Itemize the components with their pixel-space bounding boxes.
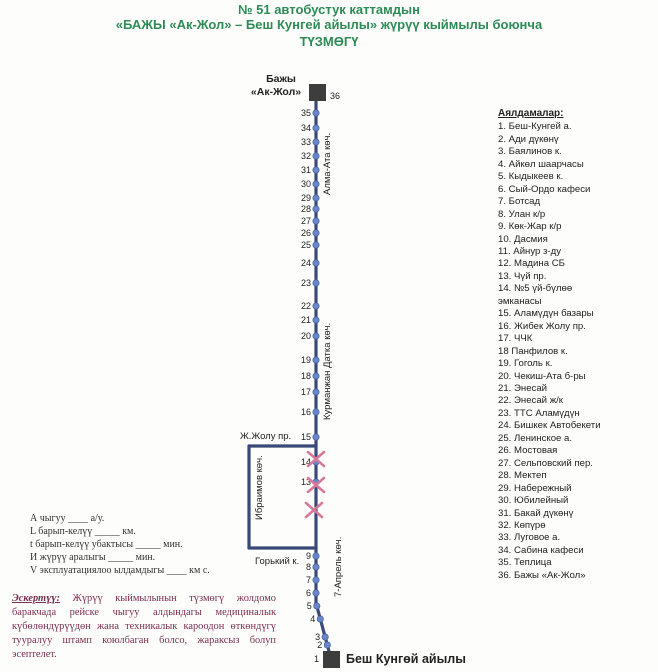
form-round-trip-time: t барып-келүү убактысы _____ мин. bbox=[30, 539, 183, 550]
stop-item: 6. Сый-Ордо кафеси bbox=[498, 183, 591, 195]
route-stop-dot bbox=[313, 409, 319, 415]
stop-item: 5. Кыдыкеев к. bbox=[498, 171, 564, 183]
stop-item: 24. Бишкек Автобекети bbox=[498, 420, 601, 432]
route-stop-dot bbox=[313, 218, 319, 224]
stop-item: 4. Айкөл шаарчасы bbox=[498, 158, 584, 170]
route-stop-number: 28 bbox=[300, 204, 311, 214]
route-stop-dot bbox=[313, 357, 319, 363]
stop-item: 11. Айнур з-ду bbox=[498, 245, 562, 257]
route-stop-number: 6 bbox=[305, 588, 311, 598]
route-stop-number: 25 bbox=[300, 240, 311, 250]
route-stop-dot bbox=[313, 389, 319, 395]
stop-item: 26. Мостовая bbox=[498, 445, 558, 457]
route-stop-dot bbox=[313, 125, 319, 131]
stop-item: 2. Ади дүкөнү bbox=[498, 133, 559, 145]
stop-item: 34. Сабина кафеси bbox=[498, 544, 584, 556]
route-stop-dot bbox=[313, 373, 319, 379]
route-stop-dot bbox=[324, 642, 330, 648]
route-stop-number: 26 bbox=[300, 228, 311, 238]
route-stop-dot bbox=[313, 577, 319, 583]
form-operating-speed: V эксплуатациялоо ылдамдыгы ____ км с. bbox=[30, 565, 210, 576]
route-stop-number: 3 bbox=[315, 632, 321, 642]
stop-item: 16. Жибек Жолу пр. bbox=[498, 320, 586, 332]
stop-item: 27. Сельповский пер. bbox=[498, 457, 593, 469]
stop-item: 9. Көк-Жар к/р bbox=[498, 221, 562, 233]
stop-item: 23. ТТС Аламүдүн bbox=[498, 407, 580, 419]
street-ibraimov: Ибраимов көч. bbox=[254, 455, 265, 520]
route-stop-number: 5 bbox=[306, 601, 312, 611]
route-stop-dot bbox=[313, 167, 319, 173]
note-label: Эскертүү: bbox=[12, 593, 60, 604]
route-stop-number: 30 bbox=[300, 179, 311, 189]
route-stop-dot bbox=[313, 181, 319, 187]
stop-item: 3. Баялинов к. bbox=[498, 146, 562, 158]
route-stop-number: 17 bbox=[300, 387, 311, 397]
stop-item: 20. Чекиш-Ата б-ры bbox=[498, 370, 586, 382]
stop-item: 30. Юбилейный bbox=[498, 495, 569, 507]
stop-item: 1. Беш-Кунгей а. bbox=[498, 121, 572, 133]
route-stop-number: 9 bbox=[305, 551, 311, 561]
route-stop-number: 19 bbox=[300, 355, 311, 365]
route-stop-dot bbox=[313, 139, 319, 145]
stop-item: 17. ЧЧК bbox=[498, 333, 533, 345]
stop-item: 10. Дасмия bbox=[498, 233, 548, 245]
stop-item: 19. Гоголь к. bbox=[498, 358, 553, 370]
page-title-line2: «БАЖЫ «Ак-Жол» – Беш Кунгей айылы» жүрүү кыймылы боюнча bbox=[115, 17, 543, 32]
route-stop-number: 7 bbox=[305, 575, 311, 585]
stop-item: 8. Улан к/р bbox=[498, 208, 546, 220]
stop-item: 7. Ботсад bbox=[498, 196, 541, 208]
route-stop-dot bbox=[322, 634, 328, 640]
street-gorky: Горький к. bbox=[255, 556, 300, 567]
stop-item: 36. Бажы «Ак-Жол» bbox=[498, 569, 586, 581]
street-kurmanjan-datka: Курманжан Датка көч. bbox=[322, 322, 333, 420]
route-stop-dot bbox=[313, 564, 319, 570]
note-text: Жүрүү кыймылынын түзмөгү жолдомо баракчада рейске чыгуу алдындагы медициналык күбөлөндүрүүдөн жана техникалык кароодон өткөндүгү тууралуу штамп коюлбаган болсо, жараксыз болуп эсептелет. bbox=[12, 593, 276, 660]
route-stop-number: 20 bbox=[300, 331, 311, 341]
terminal-top-square bbox=[309, 84, 326, 101]
stop-item: 15. Аламүдүн базары bbox=[498, 308, 594, 320]
route-stop-dot bbox=[313, 230, 319, 236]
stop-item: 22. Энесай ж/к bbox=[498, 395, 563, 407]
route-stop-number: 15 bbox=[300, 432, 311, 442]
route-stop-dot bbox=[313, 242, 319, 248]
route-stop-number: 24 bbox=[300, 258, 311, 268]
form-interval: И жүрүү аралыгы _____ мин. bbox=[30, 552, 156, 563]
closed-stop-cross-icon bbox=[306, 503, 322, 517]
route-stop-dot bbox=[313, 434, 319, 440]
street-alma-ata: Алма-Ата көч. bbox=[322, 132, 333, 195]
route-stop-dot bbox=[314, 603, 320, 609]
street-zh-jolu: Ж.Жолу пр. bbox=[240, 431, 292, 442]
route-stop-dot bbox=[313, 333, 319, 339]
route-stop-numbers bbox=[301, 108, 322, 650]
form-departures: А чыгуу ____ а/у. bbox=[30, 513, 105, 524]
route-parameters-form bbox=[30, 512, 250, 577]
stop-item: 12. Мадина СБ bbox=[498, 258, 565, 270]
route-stop-number: 16 bbox=[300, 407, 311, 417]
stop-item: 14. №5 үй-бүлөө bbox=[498, 283, 573, 295]
route-stop-dot bbox=[313, 303, 319, 309]
terminal-bottom-label: Беш Кунгөй айылы bbox=[346, 652, 466, 666]
terminal-bottom-square bbox=[323, 651, 340, 668]
route-stop-number: 34 bbox=[300, 123, 311, 133]
stop-item: 31. Бакай дүкөнү bbox=[498, 507, 574, 519]
route-stop-number: 23 bbox=[300, 278, 311, 288]
route-stop-dot bbox=[313, 110, 319, 116]
route-stop-number: 29 bbox=[300, 193, 311, 203]
stop-item: 18 Панфилов к. bbox=[498, 345, 568, 357]
route-stop-dot bbox=[313, 590, 319, 596]
route-stop-number: 8 bbox=[305, 562, 311, 572]
route-stop-dot bbox=[313, 317, 319, 323]
stops-legend bbox=[484, 108, 654, 582]
route-stop-number: 35 bbox=[300, 108, 311, 118]
stop-item: 29. Набережный bbox=[498, 482, 572, 494]
route-stop-dot bbox=[313, 206, 319, 212]
stop-item: эмканасы bbox=[498, 295, 542, 307]
route-stop-dot bbox=[313, 153, 319, 159]
route-stop-number: 32 bbox=[300, 151, 311, 161]
route-stop-number: 22 bbox=[300, 301, 311, 311]
stop-item: 32. Көпүрө bbox=[498, 519, 546, 531]
route-stop-number: 14 bbox=[300, 457, 311, 467]
street-7-april: 7-Апрель көч. bbox=[333, 536, 344, 597]
note-paragraph bbox=[12, 592, 276, 672]
terminal-top-number: 36 bbox=[330, 91, 341, 101]
route-stop-number: 27 bbox=[300, 216, 311, 226]
terminal-bottom-number: 1 bbox=[314, 654, 320, 664]
route-stop-number: 21 bbox=[300, 315, 311, 325]
route-stop-number: 33 bbox=[300, 137, 311, 147]
route-stop-dot bbox=[313, 195, 319, 201]
route-stop-dot bbox=[313, 280, 319, 286]
route-stop-number: 2 bbox=[317, 640, 323, 650]
route-stop-number: 31 bbox=[300, 165, 311, 175]
form-round-trip-length: L барып-келүү _____ км. bbox=[30, 526, 136, 537]
terminal-top-label-2: «Ак-Жол» bbox=[250, 86, 302, 98]
route-stop-number: 18 bbox=[300, 371, 311, 381]
terminal-top-label-1: Бажы bbox=[266, 73, 296, 85]
route-stop-dot bbox=[313, 260, 319, 266]
stop-item: 25. Ленинское а. bbox=[498, 432, 573, 444]
page-title-line1: № 51 автобустук каттамдын bbox=[238, 2, 420, 17]
route-stop-number: 13 bbox=[300, 477, 311, 487]
route-stop-dot bbox=[317, 616, 323, 622]
stop-item: 35. Теплица bbox=[498, 557, 552, 569]
stops-list bbox=[484, 121, 654, 582]
stop-item: 33. Луговое а. bbox=[498, 532, 561, 544]
page-title-line3: ТҮЗМӨГҮ bbox=[299, 34, 359, 49]
stop-item: 13. Чүй пр. bbox=[498, 270, 547, 282]
route-stop-number: 4 bbox=[310, 614, 316, 624]
stop-item: 21. Энесай bbox=[498, 382, 548, 394]
stops-heading: Аялдамалар: bbox=[498, 108, 564, 119]
stop-item: 28. Мектеп bbox=[498, 470, 547, 482]
route-stop-dot bbox=[313, 553, 319, 559]
